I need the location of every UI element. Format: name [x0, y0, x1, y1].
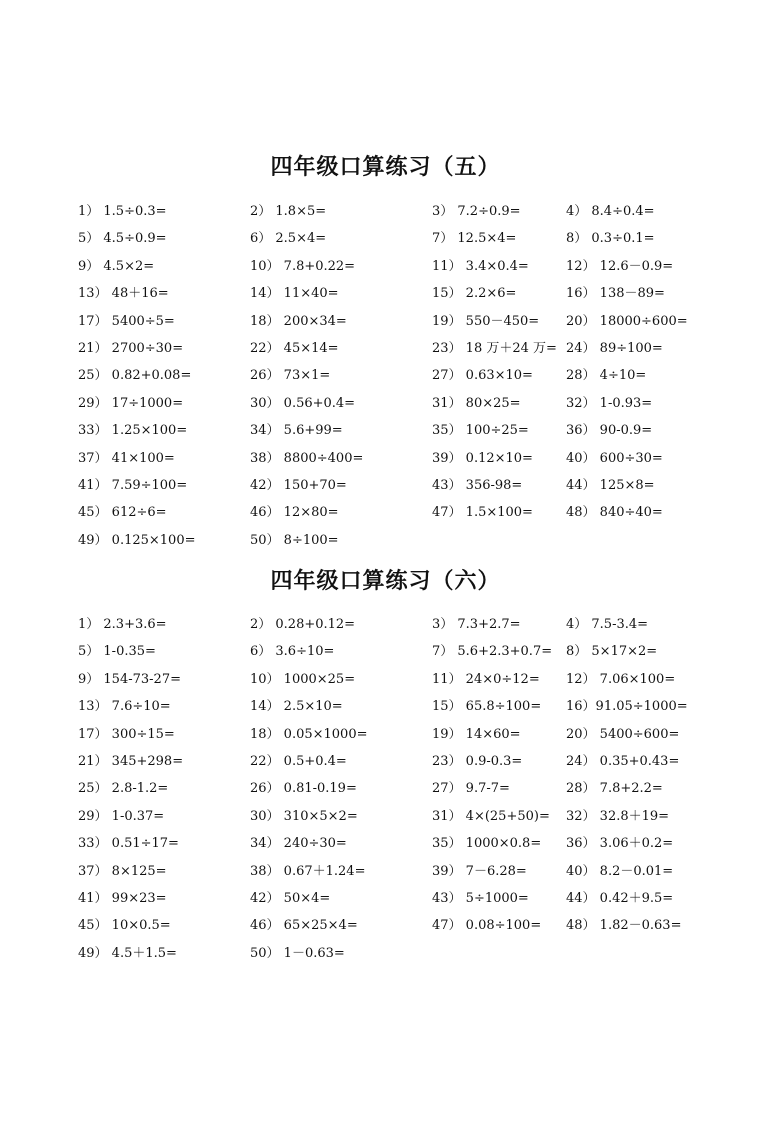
problem-row: [78, 501, 718, 528]
problem-item: 29） 17÷1000=: [78, 395, 184, 411]
problem-item: 2） 0.28+0.12=: [250, 617, 356, 632]
problem-item: 46） 65×25×4=: [250, 918, 358, 934]
problem-row: [78, 447, 718, 474]
problem-item: 26） 73×1=: [250, 368, 331, 384]
problem-item: 48） 840÷40=: [566, 505, 663, 521]
problem-item: 23） 18 万＋24 万=: [432, 340, 557, 356]
problem-item: 22） 45×14=: [250, 340, 339, 356]
problem-item: 20） 5400÷600=: [566, 726, 680, 742]
problem-item: 13） 48＋16=: [78, 286, 169, 302]
problem-item: 43） 5÷1000=: [432, 890, 529, 906]
problem-item: 38） 8800÷400=: [250, 450, 364, 466]
problem-row: [78, 392, 718, 419]
problem-item: 3） 7.2÷0.9=: [432, 204, 521, 219]
problem-row: [78, 529, 718, 556]
problem-row: [78, 310, 718, 337]
problem-row: [78, 337, 718, 364]
problem-item: 28） 4÷10=: [566, 368, 647, 384]
problem-row: [78, 640, 718, 667]
problem-row: [78, 750, 718, 777]
problem-item: 16） 138－89=: [566, 286, 665, 302]
problem-item: 34） 240÷30=: [250, 836, 347, 852]
problem-row: [78, 942, 718, 969]
problem-item: 30） 310×5×2=: [250, 808, 358, 824]
problem-item: 10） 1000×25=: [250, 671, 356, 687]
problem-item: 25） 2.8-1.2=: [78, 781, 169, 797]
problem-item: 33） 0.51÷17=: [78, 836, 179, 852]
problem-row: [78, 860, 718, 887]
problem-item: 37） 41×100=: [78, 450, 175, 466]
problem-row: [78, 364, 718, 391]
problem-row: [78, 474, 718, 501]
problem-item: 22） 0.5+0.4=: [250, 753, 347, 769]
problem-item: 44） 125×8=: [566, 477, 655, 493]
problem-item: 34） 5.6+99=: [250, 423, 343, 439]
problem-row: [78, 777, 718, 804]
problem-item: 35） 1000×0.8=: [432, 836, 542, 852]
problem-item: 45） 612÷6=: [78, 505, 167, 521]
problem-row: [78, 832, 718, 859]
problem-row: [78, 227, 718, 254]
problem-item: 31） 4×(25+50)=: [432, 808, 550, 824]
problem-item: 47） 0.08÷100=: [432, 918, 542, 934]
problem-row: [78, 255, 718, 282]
problem-item: 23） 0.9-0.3=: [432, 753, 523, 769]
problem-item: 49） 0.125×100=: [78, 532, 196, 548]
problem-item: 4） 7.5-3.4=: [566, 617, 649, 632]
problem-item: 46） 12×80=: [250, 505, 339, 521]
problem-item: 7） 12.5×4=: [432, 231, 517, 247]
problem-item: 9） 154-73-27=: [78, 671, 181, 687]
problem-item: 19） 14×60=: [432, 726, 521, 742]
problem-grid-5: [78, 200, 718, 556]
problem-item: 30） 0.56+0.4=: [250, 395, 356, 411]
problem-item: 43） 356-98=: [432, 477, 523, 493]
problem-item: 14） 2.5×10=: [250, 699, 343, 715]
problem-item: 35） 100÷25=: [432, 423, 529, 439]
problem-item: 16）91.05÷1000=: [566, 699, 688, 715]
problem-item: 44） 0.42＋9.5=: [566, 890, 674, 906]
problem-item: 11） 24×0÷12=: [432, 671, 540, 687]
problem-row: [78, 419, 718, 446]
problem-row: [78, 914, 718, 941]
section-title-6: 四年级口算练习（六）: [270, 568, 501, 594]
problem-item: 1） 1.5÷0.3=: [78, 204, 167, 219]
problem-item: 45） 10×0.5=: [78, 918, 171, 934]
problem-item: 26） 0.81-0.19=: [250, 781, 357, 797]
problem-item: 36） 3.06＋0.2=: [566, 836, 674, 852]
problem-row: [78, 887, 718, 914]
problem-item: 5） 4.5÷0.9=: [78, 231, 167, 247]
problem-item: 3） 7.3+2.7=: [432, 617, 521, 632]
problem-item: 7） 5.6+2.3+0.7=: [432, 644, 553, 660]
problem-row: [78, 613, 718, 640]
problem-item: 4） 8.4÷0.4=: [566, 204, 655, 219]
problem-item: 8） 5×17×2=: [566, 644, 658, 660]
problem-item: 50） 8÷100=: [250, 532, 339, 548]
problem-item: 10） 7.8+0.22=: [250, 258, 356, 274]
problem-item: 29） 1-0.37=: [78, 808, 165, 824]
problem-item: 20） 18000÷600=: [566, 313, 688, 329]
problem-item: 37） 8×125=: [78, 863, 167, 879]
problem-item: 41） 99×23=: [78, 890, 167, 906]
problem-item: 19） 550－450=: [432, 313, 540, 329]
problem-item: 48） 1.82－0.63=: [566, 918, 682, 934]
problem-item: 5） 1-0.35=: [78, 644, 156, 660]
section-title-5: 四年级口算练习（五）: [270, 154, 501, 180]
problem-item: 24） 89÷100=: [566, 340, 663, 356]
problem-item: 40） 8.2－0.01=: [566, 863, 674, 879]
problem-item: 47） 1.5×100=: [432, 505, 533, 521]
problem-item: 1） 2.3+3.6=: [78, 617, 167, 632]
problem-item: 21） 2700÷30=: [78, 340, 184, 356]
problem-item: 50） 1－0.63=: [250, 945, 345, 961]
problem-item: 8） 0.3÷0.1=: [566, 231, 655, 247]
problem-item: 15） 2.2×6=: [432, 286, 517, 302]
problem-item: 12） 12.6－0.9=: [566, 258, 674, 274]
problem-row: [78, 282, 718, 309]
problem-item: 38） 0.67＋1.24=: [250, 863, 366, 879]
problem-item: 28） 7.8+2.2=: [566, 781, 663, 797]
problem-item: 39） 0.12×10=: [432, 450, 533, 466]
problem-row: [78, 200, 718, 227]
problem-item: 17） 300÷15=: [78, 726, 175, 742]
problem-row: [78, 805, 718, 832]
problem-item: 18） 200×34=: [250, 313, 347, 329]
problem-item: 6） 2.5×4=: [250, 231, 327, 247]
problem-item: 36） 90-0.9=: [566, 423, 653, 439]
problem-grid-6: [78, 613, 718, 969]
problem-item: 17） 5400÷5=: [78, 313, 175, 329]
problem-item: 21） 345+298=: [78, 753, 184, 769]
problem-item: 24） 0.35+0.43=: [566, 753, 680, 769]
problem-item: 12） 7.06×100=: [566, 671, 676, 687]
problem-item: 32） 32.8＋19=: [566, 808, 670, 824]
problem-item: 42） 50×4=: [250, 890, 331, 906]
problem-item: 49） 4.5＋1.5=: [78, 945, 177, 961]
problem-item: 27） 9.7-7=: [432, 781, 510, 797]
problem-item: 42） 150+70=: [250, 477, 347, 493]
problem-row: [78, 695, 718, 722]
problem-item: 31） 80×25=: [432, 395, 521, 411]
problem-item: 2） 1.8×5=: [250, 204, 327, 219]
problem-item: 15） 65.8÷100=: [432, 699, 542, 715]
problem-item: 9） 4.5×2=: [78, 258, 155, 274]
problem-item: 11） 3.4×0.4=: [432, 258, 529, 274]
problem-row: [78, 723, 718, 750]
problem-item: 18） 0.05×1000=: [250, 726, 368, 742]
problem-row: [78, 668, 718, 695]
problem-item: 25） 0.82+0.08=: [78, 368, 192, 384]
problem-item: 32） 1-0.93=: [566, 395, 653, 411]
problem-item: 14） 11×40=: [250, 286, 339, 302]
problem-item: 39） 7－6.28=: [432, 863, 527, 879]
problem-item: 6） 3.6÷10=: [250, 644, 335, 660]
problem-item: 27） 0.63×10=: [432, 368, 533, 384]
problem-item: 33） 1.25×100=: [78, 423, 188, 439]
problem-item: 13） 7.6÷10=: [78, 699, 171, 715]
problem-item: 41） 7.59÷100=: [78, 477, 188, 493]
problem-item: 40） 600÷30=: [566, 450, 663, 466]
